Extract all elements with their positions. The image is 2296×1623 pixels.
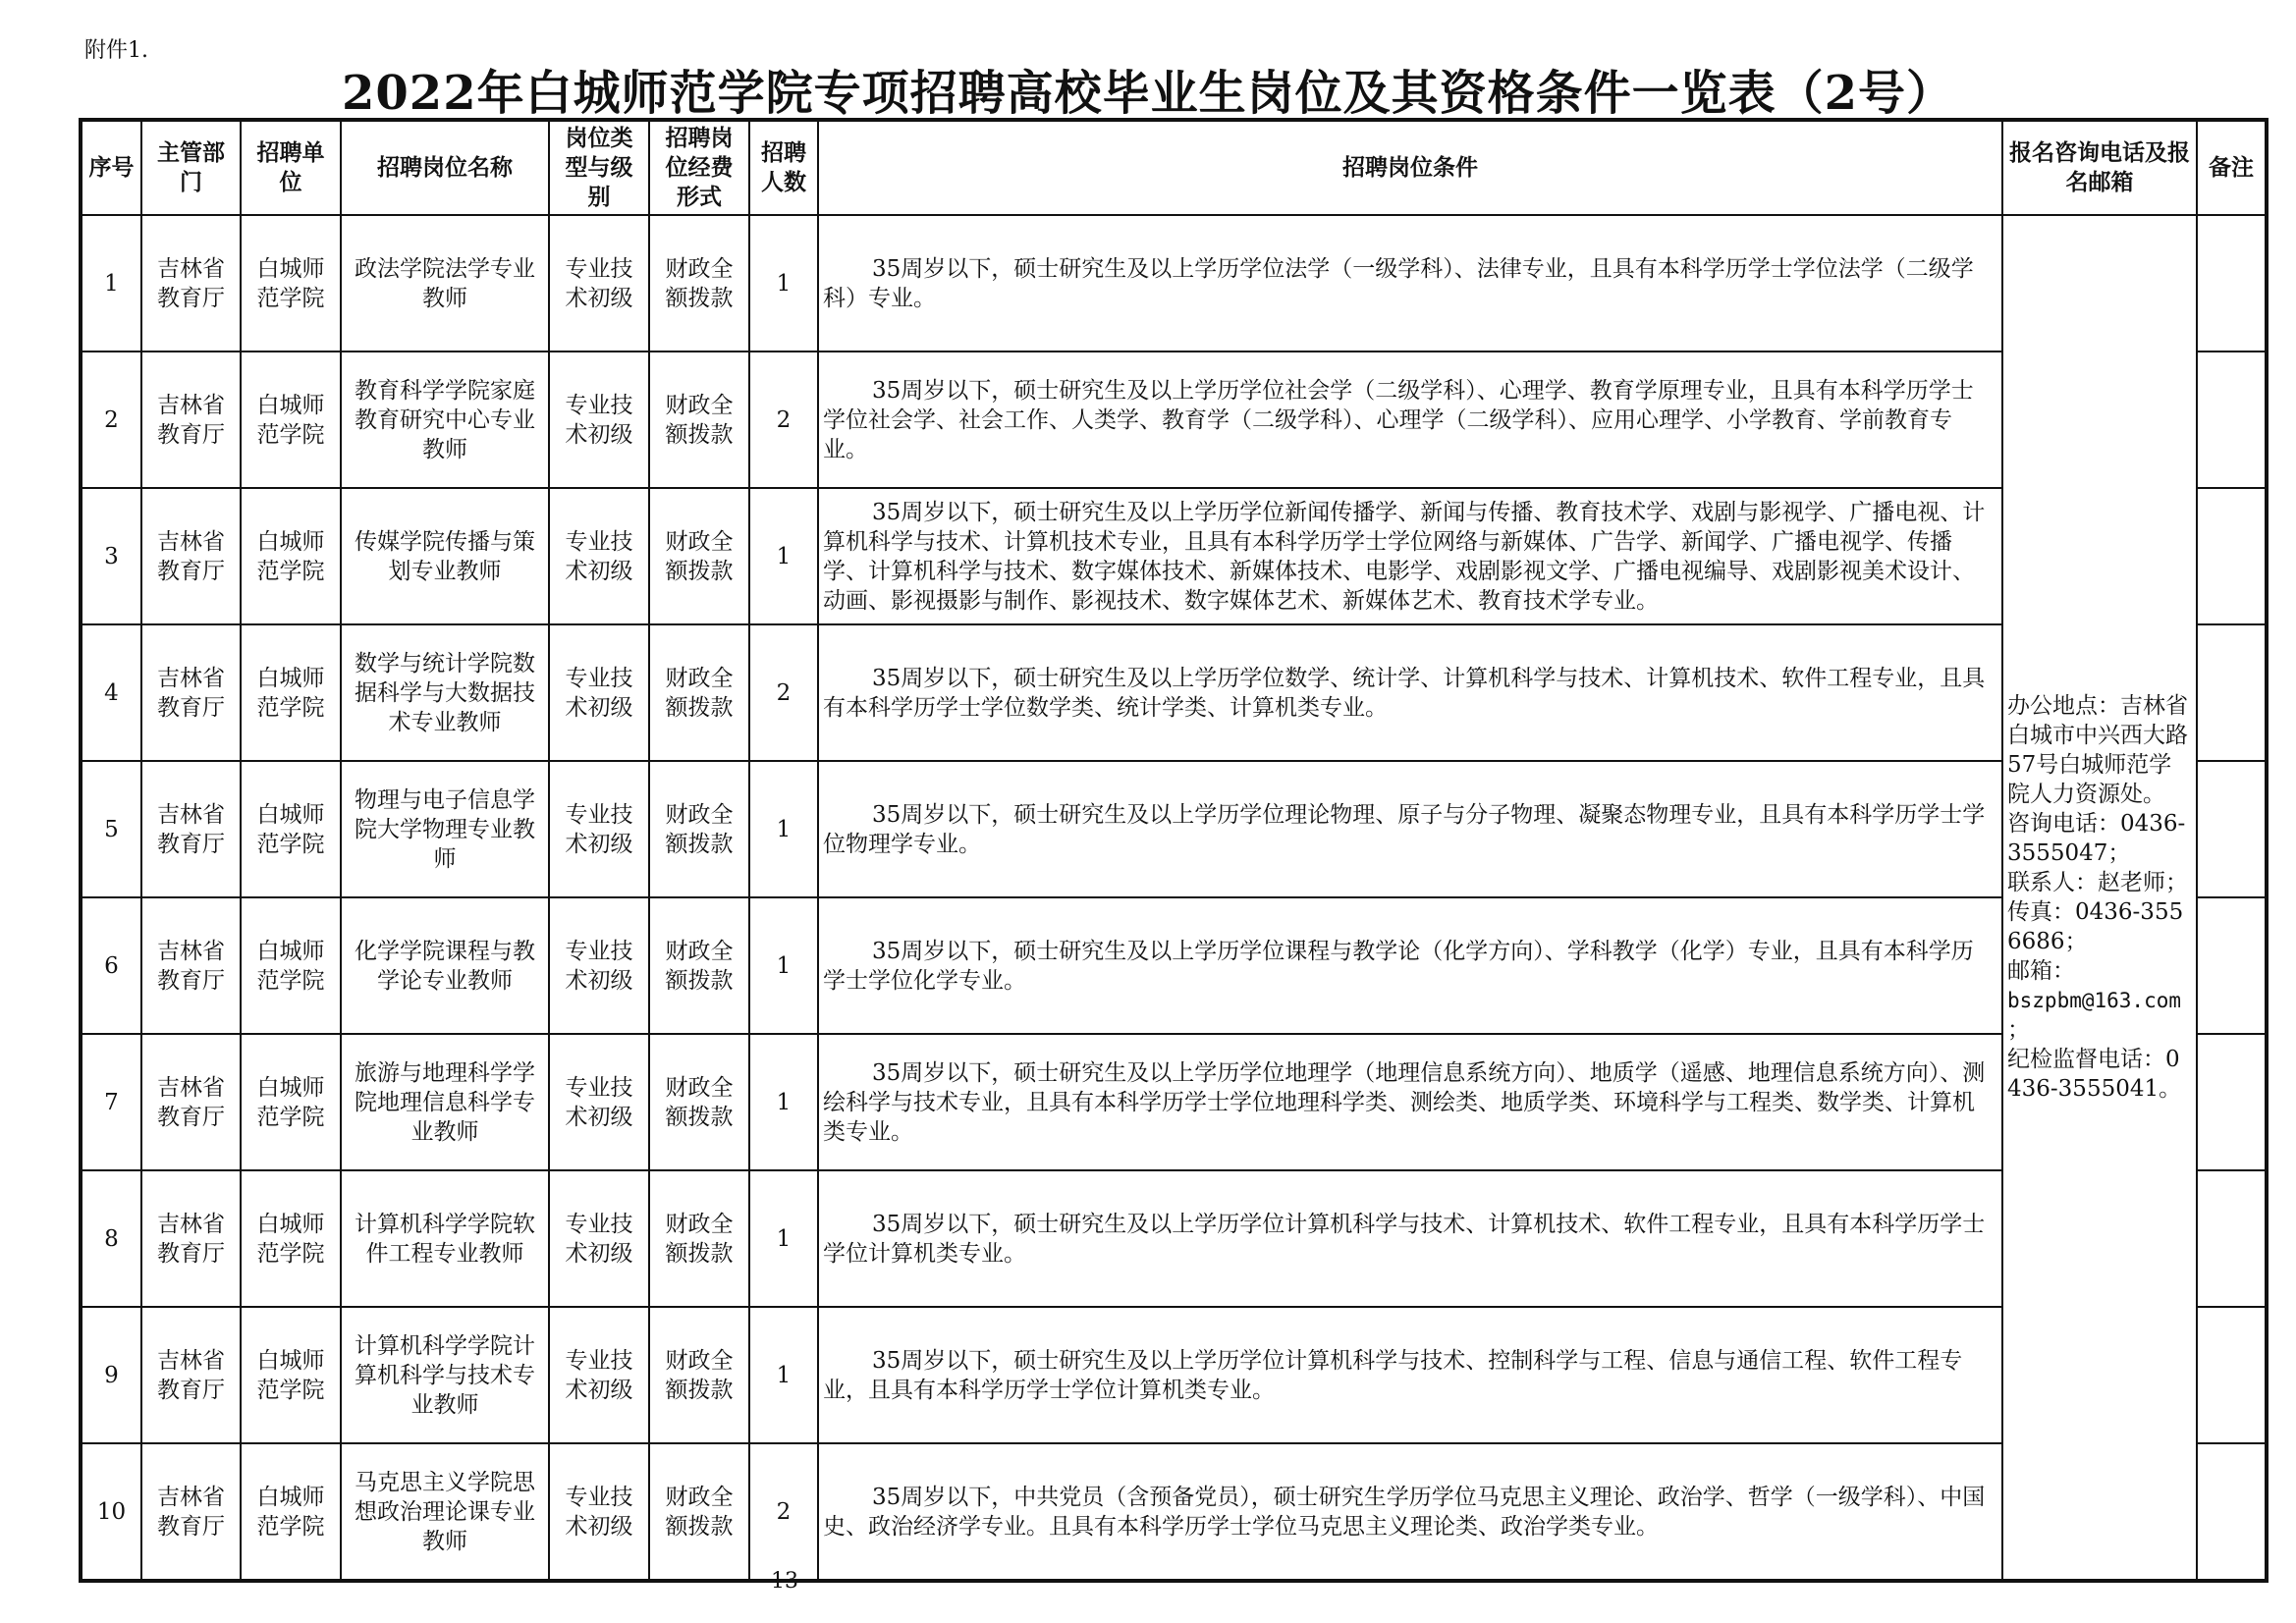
cell-position: 教育科学学院家庭教育研究中心专业教师 — [341, 352, 549, 488]
table-row — [81, 1034, 2267, 1170]
header-contact: 报名咨询电话及报名邮箱 — [2002, 120, 2197, 215]
page-number: 13 — [771, 1569, 798, 1594]
cell-type: 专业技术初级 — [549, 1443, 649, 1581]
header-funding: 招聘岗位经费形式 — [649, 120, 749, 215]
cell-conditions: 35周岁以下，硕士研究生及以上学历学位课程与教学论（化学方向）、学科教学（化学）专业，且具有本科学历学士学位化学专业。 — [818, 897, 2002, 1034]
cell-dept: 吉林省教育厅 — [141, 352, 241, 488]
cell-remark — [2197, 1170, 2267, 1307]
cell-type: 专业技术初级 — [549, 897, 649, 1034]
cell-unit: 白城师范学院 — [241, 1307, 341, 1443]
cell-type: 专业技术初级 — [549, 1034, 649, 1170]
header-unit: 招聘单位 — [241, 120, 341, 215]
cell-count: 1 — [749, 1170, 818, 1307]
cell-position: 计算机科学学院软件工程专业教师 — [341, 1170, 549, 1307]
cell-conditions: 35周岁以下，硕士研究生及以上学历学位数学、统计学、计算机科学与技术、计算机技术、软件工程专业，且具有本科学历学士学位数学类、统计学类、计算机类专业。 — [818, 624, 2002, 761]
header-seq: 序号 — [81, 120, 141, 215]
cell-seq: 9 — [81, 1307, 141, 1443]
contact-phone: 咨询电话：0436-3555047； — [2007, 811, 2186, 866]
cell-conditions: 35周岁以下，硕士研究生及以上学历学位法学（一级学科）、法律专业，且具有本科学历学士学位法学（二级学科）专业。 — [818, 215, 2002, 352]
cell-dept: 吉林省教育厅 — [141, 624, 241, 761]
cell-type: 专业技术初级 — [549, 1307, 649, 1443]
cell-unit: 白城师范学院 — [241, 624, 341, 761]
cell-conditions: 35周岁以下，硕士研究生及以上学历学位社会学（二级学科）、心理学、教育学原理专业，且具有本科学历学士学位社会学、社会工作、人类学、教育学（二级学科）、心理学（二级学科）、应用心理学、小学教育、学前教育专业。 — [818, 352, 2002, 488]
cell-count: 1 — [749, 897, 818, 1034]
cell-conditions: 35周岁以下，硕士研究生及以上学历学位计算机科学与技术、控制科学与工程、信息与通信工程、软件工程专业，且具有本科学历学士学位计算机类专业。 — [818, 1307, 2002, 1443]
cell-remark — [2197, 1443, 2267, 1581]
cell-unit: 白城师范学院 — [241, 1034, 341, 1170]
cell-dept: 吉林省教育厅 — [141, 1034, 241, 1170]
cell-dept: 吉林省教育厅 — [141, 761, 241, 897]
cell-count: 2 — [749, 624, 818, 761]
attachment-label: 附件1. — [84, 38, 148, 63]
cell-funding: 财政全额拨款 — [649, 1443, 749, 1581]
cell-count: 1 — [749, 1307, 818, 1443]
cell-conditions: 35周岁以下，硕士研究生及以上学历学位地理学（地理信息系统方向）、地质学（遥感、地理信息系统方向）、测绘科学与技术专业，且具有本科学历学士学位地理科学类、测绘类、地质学类、环境科学与工程类、数学类、计算机类专业。 — [818, 1034, 2002, 1170]
cell-seq: 10 — [81, 1443, 141, 1581]
cell-type: 专业技术初级 — [549, 761, 649, 897]
cell-funding: 财政全额拨款 — [649, 215, 749, 352]
contact-person: 联系人：赵老师； — [2007, 870, 2188, 895]
cell-type: 专业技术初级 — [549, 488, 649, 624]
recruitment-table — [79, 118, 2269, 1583]
table-row — [81, 352, 2267, 488]
cell-remark — [2197, 761, 2267, 897]
table-row — [81, 1307, 2267, 1443]
cell-position: 马克思主义学院思想政治理论课专业教师 — [341, 1443, 549, 1581]
contact-fax: 传真：0436-3556686； — [2007, 899, 2184, 954]
cell-unit: 白城师范学院 — [241, 215, 341, 352]
cell-count: 2 — [749, 352, 818, 488]
cell-conditions: 35周岁以下，硕士研究生及以上学历学位新闻传播学、新闻与传播、教育技术学、戏剧与影视学、广播电视、计算机科学与技术、计算机技术专业，且具有本科学历学士学位网络与新媒体、广告学、新闻学、广播电视学、传播学、计算机科学与技术、数字媒体技术、新媒体技术、电影学、戏剧影视文学、广播电视编导、戏剧影视美术设计、动画、影视摄影与制作、影视技术、数字媒体艺术、新媒体艺术、教育技术学专业。 — [818, 488, 2002, 624]
cell-seq: 8 — [81, 1170, 141, 1307]
cell-dept: 吉林省教育厅 — [141, 488, 241, 624]
cell-position: 计算机科学学院计算机科学与技术专业教师 — [341, 1307, 549, 1443]
cell-funding: 财政全额拨款 — [649, 624, 749, 761]
cell-position: 政法学院法学专业教师 — [341, 215, 549, 352]
cell-position: 化学学院课程与教学论专业教师 — [341, 897, 549, 1034]
cell-unit: 白城师范学院 — [241, 488, 341, 624]
cell-position: 旅游与地理科学学院地理信息科学专业教师 — [341, 1034, 549, 1170]
cell-remark — [2197, 1034, 2267, 1170]
cell-seq: 2 — [81, 352, 141, 488]
contact-email-end: ； — [2007, 1017, 2030, 1043]
cell-type: 专业技术初级 — [549, 1170, 649, 1307]
cell-remark — [2197, 624, 2267, 761]
contact-office: 办公地点：吉林省白城市中兴西大路57号白城师范学院人力资源处。 — [2007, 693, 2188, 807]
cell-funding: 财政全额拨款 — [649, 488, 749, 624]
cell-count: 1 — [749, 1034, 818, 1170]
cell-remark — [2197, 488, 2267, 624]
cell-funding: 财政全额拨款 — [649, 1170, 749, 1307]
cell-funding: 财政全额拨款 — [649, 1307, 749, 1443]
cell-position: 传媒学院传播与策划专业教师 — [341, 488, 549, 624]
cell-type: 专业技术初级 — [549, 215, 649, 352]
cell-remark — [2197, 897, 2267, 1034]
table-row — [81, 1170, 2267, 1307]
contact-email[interactable]: bszpbm@163.com — [2007, 989, 2182, 1012]
cell-seq: 4 — [81, 624, 141, 761]
cell-seq: 3 — [81, 488, 141, 624]
cell-unit: 白城师范学院 — [241, 897, 341, 1034]
cell-conditions: 35周岁以下，硕士研究生及以上学历学位计算机科学与技术、计算机技术、软件工程专业，且具有本科学历学士学位计算机类专业。 — [818, 1170, 2002, 1307]
header-conditions: 招聘岗位条件 — [818, 120, 2002, 215]
cell-dept: 吉林省教育厅 — [141, 897, 241, 1034]
cell-count: 1 — [749, 215, 818, 352]
cell-type: 专业技术初级 — [549, 352, 649, 488]
header-count: 招聘人数 — [749, 120, 818, 215]
cell-seq: 5 — [81, 761, 141, 897]
cell-unit: 白城师范学院 — [241, 1443, 341, 1581]
table-row — [81, 624, 2267, 761]
header-position: 招聘岗位名称 — [341, 120, 549, 215]
cell-seq: 7 — [81, 1034, 141, 1170]
cell-position: 物理与电子信息学院大学物理专业教师 — [341, 761, 549, 897]
header-row — [81, 120, 2267, 215]
cell-type: 专业技术初级 — [549, 624, 649, 761]
cell-remark — [2197, 352, 2267, 488]
cell-funding: 财政全额拨款 — [649, 352, 749, 488]
cell-unit: 白城师范学院 — [241, 761, 341, 897]
cell-remark — [2197, 215, 2267, 352]
table-row — [81, 215, 2267, 352]
cell-dept: 吉林省教育厅 — [141, 1307, 241, 1443]
table-row — [81, 488, 2267, 624]
cell-count: 1 — [749, 761, 818, 897]
cell-seq: 1 — [81, 215, 141, 352]
contact-supervision: 纪检监督电话：0436-3555041。 — [2007, 1047, 2182, 1102]
page-title: 2022年白城师范学院专项招聘高校毕业生岗位及其资格条件一览表（2号） — [342, 66, 1954, 121]
cell-conditions: 35周岁以下，硕士研究生及以上学历学位理论物理、原子与分子物理、凝聚态物理专业，且具有本科学历学士学位物理学专业。 — [818, 761, 2002, 897]
contact-email-label: 邮箱： — [2007, 958, 2075, 984]
cell-unit: 白城师范学院 — [241, 1170, 341, 1307]
cell-seq: 6 — [81, 897, 141, 1034]
header-dept: 主管部门 — [141, 120, 241, 215]
cell-funding: 财政全额拨款 — [649, 897, 749, 1034]
table-row — [81, 1443, 2267, 1581]
cell-count: 1 — [749, 488, 818, 624]
cell-count: 2 — [749, 1443, 818, 1581]
cell-dept: 吉林省教育厅 — [141, 1443, 241, 1581]
cell-contact — [2002, 215, 2197, 1581]
header-type: 岗位类型与级别 — [549, 120, 649, 215]
cell-unit: 白城师范学院 — [241, 352, 341, 488]
cell-funding: 财政全额拨款 — [649, 761, 749, 897]
table-row — [81, 897, 2267, 1034]
cell-dept: 吉林省教育厅 — [141, 1170, 241, 1307]
header-remark: 备注 — [2197, 120, 2267, 215]
table-row — [81, 761, 2267, 897]
cell-dept: 吉林省教育厅 — [141, 215, 241, 352]
cell-position: 数学与统计学院数据科学与大数据技术专业教师 — [341, 624, 549, 761]
cell-funding: 财政全额拨款 — [649, 1034, 749, 1170]
cell-remark — [2197, 1307, 2267, 1443]
cell-conditions: 35周岁以下，中共党员（含预备党员），硕士研究生学历学位马克思主义理论、政治学、哲学（一级学科）、中国史、政治经济学专业。且具有本科学历学士学位马克思主义理论类、政治学类专业。 — [818, 1443, 2002, 1581]
